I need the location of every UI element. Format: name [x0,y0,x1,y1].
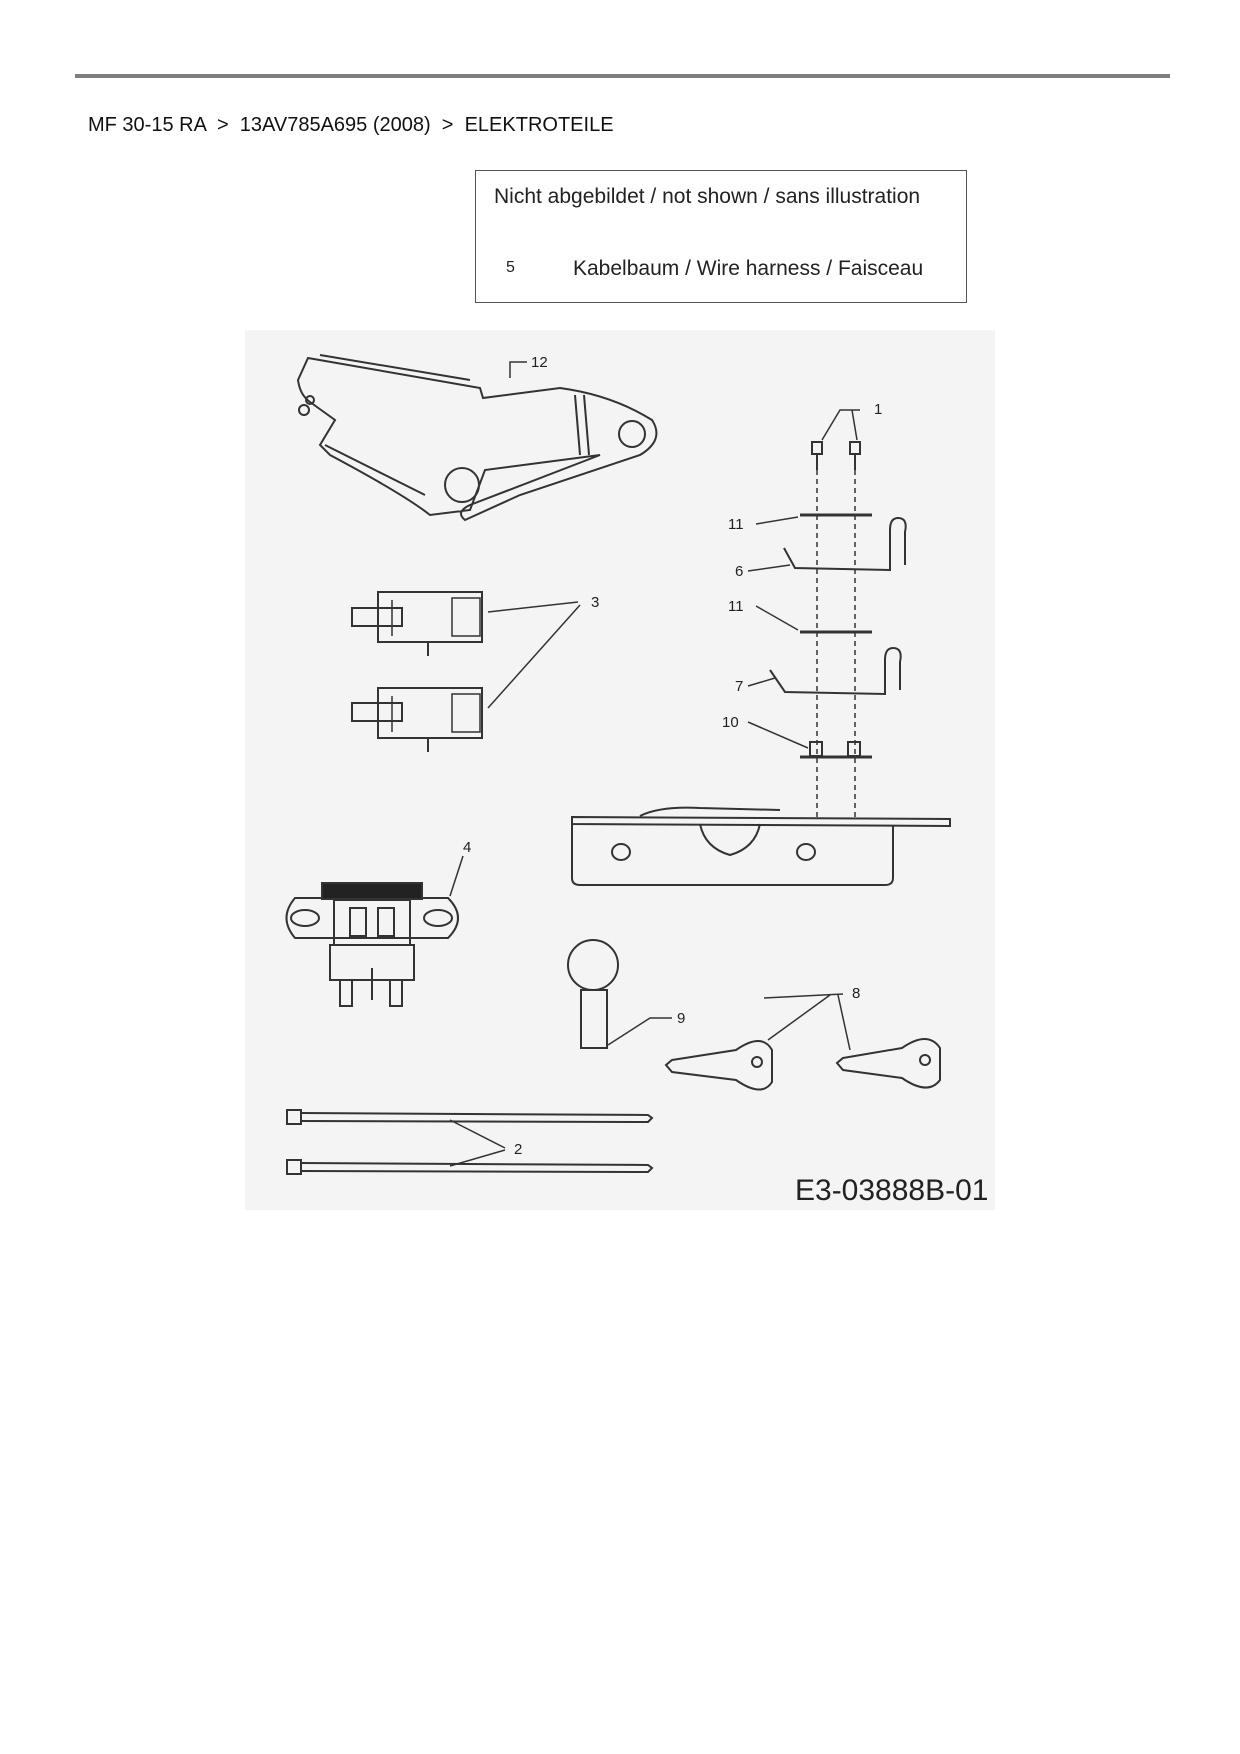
breadcrumb [88,114,614,137]
breadcrumb-variant[interactable]: 13AV785A695 (2008) [239,114,431,136]
callout-4: 4 [463,839,472,856]
callout-1: 1 [874,401,883,418]
callout-8: 8 [852,985,861,1002]
breadcrumb-model[interactable]: MF 30-15 RA [88,114,206,136]
callout-6: 6 [735,563,744,580]
parts-diagram [245,160,995,1210]
callout-10: 10 [722,714,739,731]
breadcrumb-separator: > [216,114,229,136]
drawing-code: E3-03888B-01 [795,1174,989,1207]
callout-9: 9 [677,1010,686,1027]
callout-2: 2 [514,1141,523,1158]
legend-box [475,170,967,303]
legend-title: Nicht abgebildet / not shown / sans illustration [494,185,921,208]
legend-item-number: 5 [506,259,515,276]
callout-12: 12 [531,354,548,371]
callout-11: 11 [728,516,744,533]
top-rule [75,74,1170,78]
callout-11: 11 [728,598,744,615]
legend-item-description: Kabelbaum / Wire harness / Faisceau [573,257,924,280]
callout-7: 7 [735,678,744,695]
breadcrumb-section: ELEKTROTEILE [464,114,614,136]
breadcrumb-separator: > [441,114,454,136]
callout-3: 3 [591,594,600,611]
